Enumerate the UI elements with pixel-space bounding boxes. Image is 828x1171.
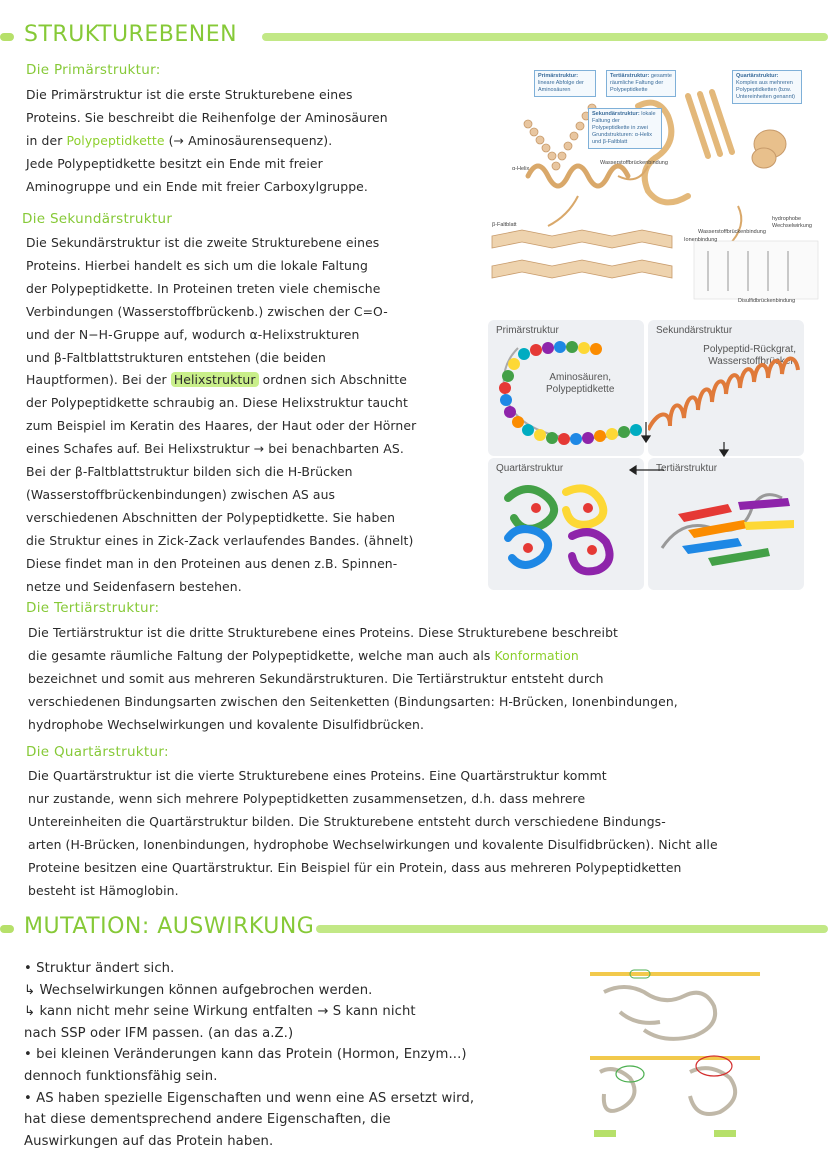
text-line: Die Tertiärstruktur ist die dritte Strukturebene eines Proteins. Diese Strukturebene beschreibt [28,625,618,640]
text-line: Die Primärstruktur ist die erste Strukturebene eines [26,87,353,102]
text-line: Jede Polypeptidkette besitzt ein Ende mit freier [26,155,323,171]
label-box-primaer: Primärstruktur: lineare Abfolge der Aminosäuren [534,70,596,97]
text-line: Die Quartärstruktur ist die vierte Strukturebene eines Proteins. Eine Quartärstruktur kommt [28,768,607,783]
text-line: Verbindungen (Wasserstoffbrückenb.) zwischen der C=O- [26,303,388,319]
text-line: und β-Faltblattstrukturen entstehen (die beiden [26,349,326,365]
text-line: hydrophobe Wechselwirkungen und kovalente Disulfidbrücken. [28,716,425,732]
quaternary-complex [752,130,786,168]
highlight-konformation: Konformation [494,647,579,663]
text-line: Bei der β-Faltblattstruktur bilden sich die H-Brücken [26,464,353,480]
text-line: (Wasserstoffbrückenbindungen) zwischen AS aus [26,486,336,502]
panel-label-sekundaer: Sekundärstruktur [656,325,733,336]
marker-helixstruktur: Helixstruktur [171,372,259,387]
section-title: MUTATION: AUSWIRKUNG [24,914,315,939]
label-ionenbindung: Ionenbindung [684,237,718,243]
text-line: Aminogruppe und ein Ende mit freier Carboxylgruppe. [26,178,368,194]
text-quartaerstruktur [28,765,718,902]
tertiary-ribbons [648,458,804,590]
label-box-quartaer: Quartärstruktur: Komplex aus mehreren Polypeptidketten (bzw. Untereinheiten genannt) [732,70,802,104]
text-line: der Polypeptidkette schraubig an. Diese Helixstruktur taucht [26,395,408,411]
text-mutation [24,958,474,1152]
panel-tertiaer [648,458,804,590]
text-line: verschiedenen Bindungsarten zwischen den Seitenketten (Bindungsarten: H-Brücken, Ionenbindungen, [28,693,678,709]
figure-structure-panels [488,320,804,590]
label-hbond: Wasserstoffbrückenbindung [600,160,668,166]
text-line: nach SSP oder IFM passen. (an das a.Z.) [24,1025,294,1041]
text-line: Proteine besitzen eine Quartärstruktur. Ein Beispiel für ein Protein, dass aus mehreren Polypeptidketten [28,859,682,875]
label-hydrophob: hydrophobe Wechselwirkung [772,216,812,229]
quaternary-tubes [488,458,644,590]
text-line: hat diese dementsprechend andere Eigenschaften, die [24,1112,391,1128]
text-tertiaerstruktur [28,622,678,737]
text-line: Auswirkungen auf das Protein haben. [24,1133,274,1149]
text-line: dennoch funktionsfähig sein. [24,1068,218,1084]
section-header-strukturebenen [0,20,828,54]
text-line: Die Sekundärstruktur ist die zweite Strukturebene eines [26,235,380,250]
text-line: Proteins. Sie beschreibt die Reihenfolge der Aminosäuren [26,109,388,125]
text-sekundaerstruktur [26,232,416,599]
figure-protein-levels [488,66,824,304]
text-line: ↳ kann nicht mehr seine Wirkung entfalten → S kann nicht [24,1004,416,1020]
header-dot [0,33,14,41]
panel-label-tertiaer: Tertiärstruktur [656,463,718,474]
beta-sheet [492,230,672,278]
primary-chain [524,104,596,170]
alpha-helix [528,166,628,186]
section-title: STRUKTUREBENEN [24,22,238,47]
bond-diagram [694,241,818,299]
text-line: • AS haben spezielle Eigenschaften und wenn eine AS ersetzt wird, [24,1090,475,1106]
text-line: der Polypeptidkette. In Proteinen treten viele chemische [26,280,381,296]
heading-sekundaerstruktur: Die Sekundärstruktur [22,211,173,227]
heading-quartaerstruktur: Die Quartärstruktur: [26,744,169,760]
text-primaerstruktur [26,84,388,199]
text-line: eines Schafes auf. Bei Helixstruktur → bei benachbarten AS. [26,441,404,457]
panel-label-primaer: Primärstruktur [496,325,559,336]
header-dot [0,925,14,933]
text-line: nur zustande, wenn sich mehrere Polypeptidketten zusammensetzen, d.h. dass mehrere [28,790,586,806]
text-line: die Struktur eines in Zick-Zack verlaufendes Bandes. (ähnelt) [26,532,414,548]
panel-caption-primaer: Aminosäuren, Polypeptidkette [546,372,615,395]
text-line: die gesamte räumliche Faltung der Polypeptidkette, welche man auch als Konformation [28,647,579,663]
label-box-sekundaer: Sekundärstruktur: lokale Faltung der Polypeptidkette in zwei Grundstrukturen: α-Helix und β-Faltblatt [588,108,662,149]
text-line: Hauptformen). Bei der Helixstruktur ordnen sich Abschnitte [26,372,407,388]
panel-primaer [488,320,644,456]
text-line: und der N−H-Gruppe auf, wodurch α-Helixstrukturen [26,326,360,342]
text-line: Proteins. Hierbei handelt es sich um die lokale Faltung [26,257,368,273]
header-rule [262,33,828,41]
header-rule [316,925,828,933]
text-line: Diese findet man in den Proteinen aus denen z.B. Spinnen- [26,555,398,571]
text-line: besteht ist Hämoglobin. [28,882,179,898]
text-line: bezeichnet und somit aus mehreren Sekundärstrukturen. Die Tertiärstruktur entsteht durch [28,670,604,686]
panel-label-quartaer: Quartärstruktur [496,463,564,474]
section-header-mutation [0,912,828,946]
text-line: • Struktur ändert sich. [24,961,175,976]
heading-tertiaerstruktur: Die Tertiärstruktur: [26,600,160,616]
heading-primaerstruktur: Die Primärstruktur: [26,62,161,78]
panel-quartaer [488,458,644,590]
text-line: netze und Seidenfasern bestehen. [26,578,242,594]
label-alpha-helix: α-Helix [512,166,530,172]
panel-caption-sekundaer: Polypeptid-Rückgrat, Wasserstoffbrücken [703,344,796,367]
label-hbond-2: Wasserstoffbrückenbindung [698,229,766,235]
text-line: Untereinheiten die Quartärstruktur bilden. Die Strukturebene entsteht durch verschiedene Bindungs- [28,813,666,829]
text-line: zum Beispiel im Keratin des Haares, der Haut oder der Hörner [26,418,417,434]
figure-mutation [590,962,760,1142]
text-line: in der Polypeptidkette (→ Aminosäurensequenz). [26,132,333,148]
mutation-illustration [590,962,760,1142]
label-box-tertiaer: Tertiärstruktur: gesamte räumliche Faltung der Polypeptidkette [606,70,676,97]
label-disulfid: Disulfidbrückenbindung [738,298,796,304]
panel-sekundaer [648,320,804,456]
text-line: verschiedenen Abschnitten der Polypeptidkette. Sie haben [26,509,396,525]
highlight-polypeptidkette: Polypeptidkette [66,132,165,148]
text-line: arten (H-Brücken, Ionenbindungen, hydrophobe Wechselwirkungen und kovalente Disulfidbrücken). Nicht alle [28,836,718,852]
label-beta-sheet: β-Faltblatt [492,222,517,228]
text-line: ↳ Wechselwirkungen können aufgebrochen werden. [24,982,373,998]
text-line: • bei kleinen Veränderungen kann das Protein (Hormon, Enzym...) [24,1047,467,1063]
helix-coil [648,320,804,456]
